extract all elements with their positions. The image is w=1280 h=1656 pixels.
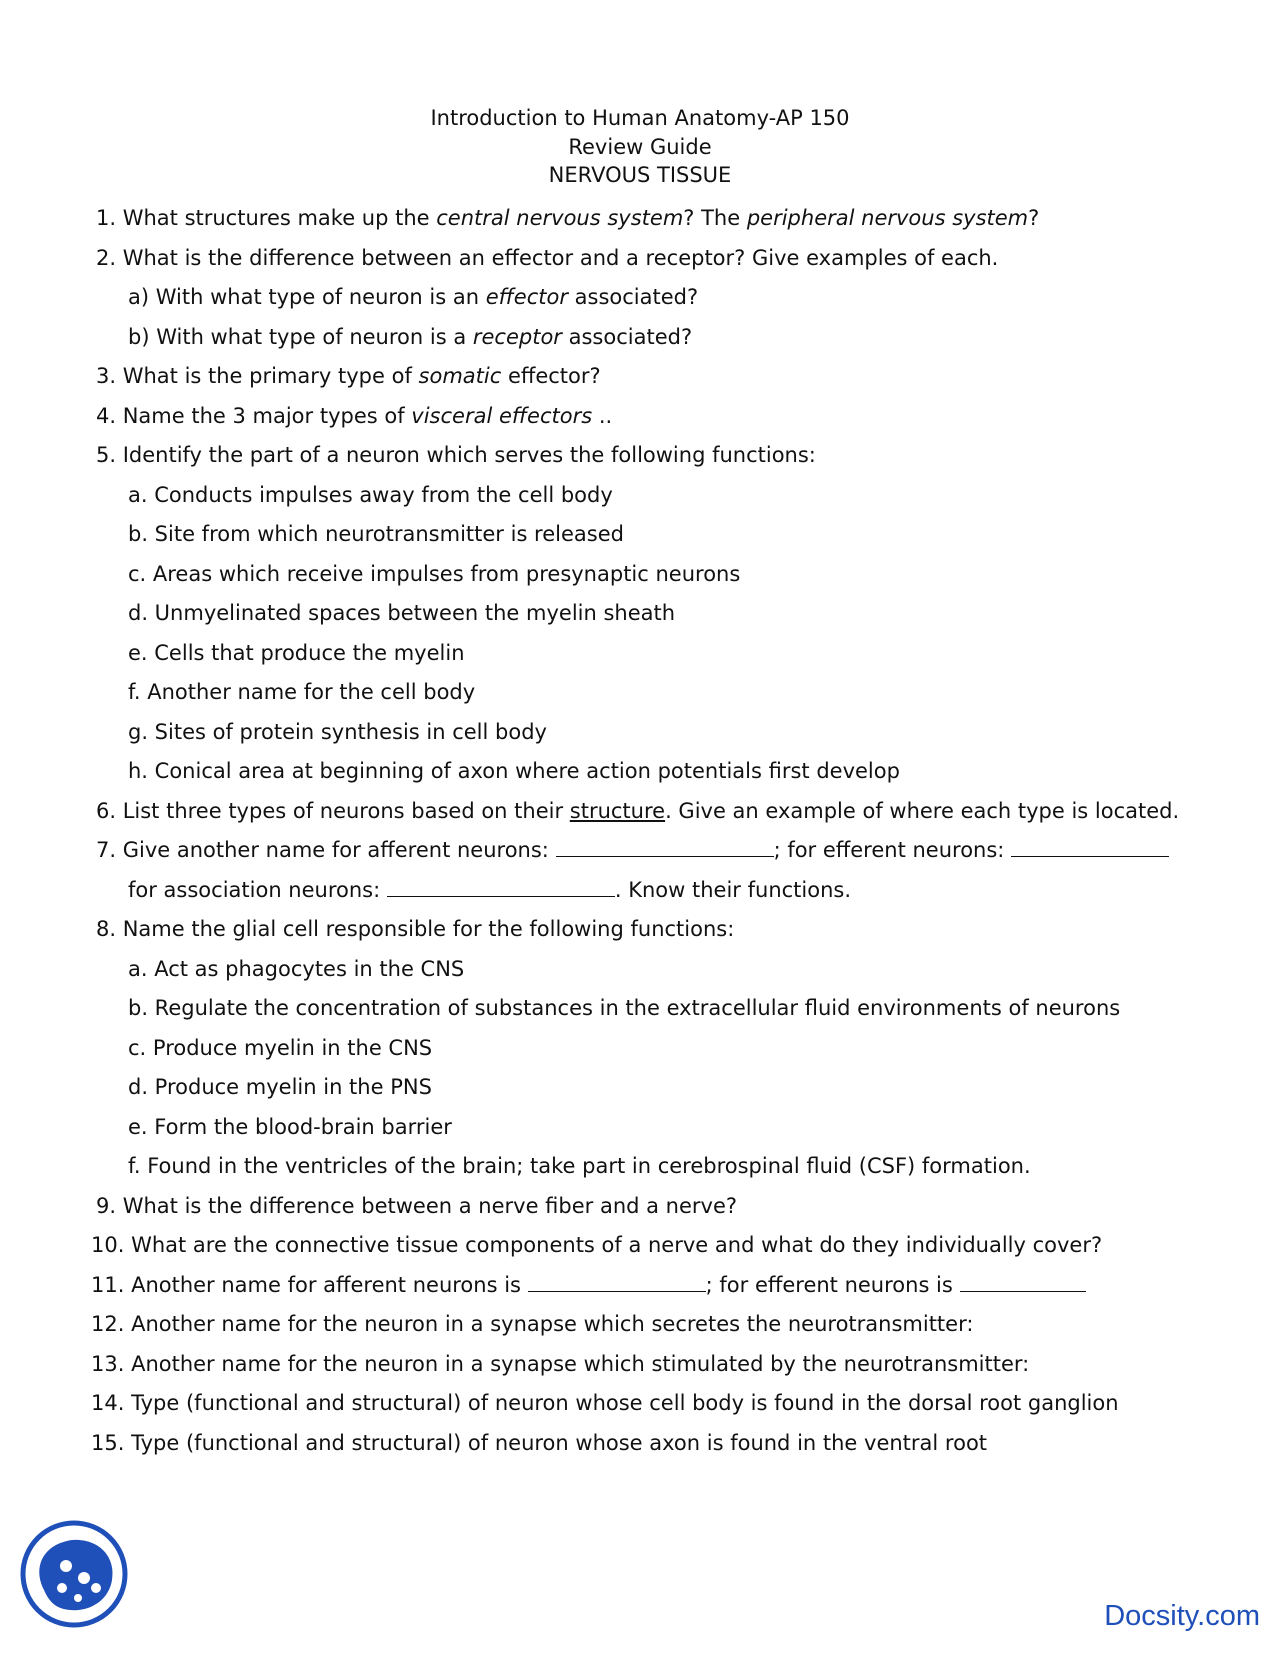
question-11: 11. Another name for afferent neurons is ; for efferent neurons is <box>91 1271 1086 1299</box>
question-15: 15. Type (functional and structural) of neuron whose axon is found in the ventral root <box>91 1431 988 1455</box>
question-8-item: d. Produce myelin in the PNS <box>128 1075 432 1099</box>
document-header <box>0 104 1280 190</box>
question-5-item: e. Cells that produce the myelin <box>128 641 465 665</box>
question-5-item: b. Site from which neurotransmitter is released <box>128 522 624 546</box>
question-8-item: b. Regulate the concentration of substances in the extracellular fluid environments of neurons <box>128 996 1121 1020</box>
question-8-item: c. Produce myelin in the CNS <box>128 1036 433 1060</box>
question-8: 8. Name the glial cell responsible for the following functions: <box>96 917 735 941</box>
answer-blank[interactable] <box>528 1273 706 1292</box>
answer-blank[interactable] <box>556 838 774 857</box>
question-7: 7. Give another name for afferent neurons: ; for efferent neurons: <box>96 836 1169 864</box>
course-title: Introduction to Human Anatomy-AP 150 <box>430 106 850 130</box>
question-8-item: a. Act as phagocytes in the CNS <box>128 957 465 981</box>
question-14: 14. Type (functional and structural) of neuron whose cell body is found in the dorsal root ganglion <box>91 1391 1119 1415</box>
question-5: 5. Identify the part of a neuron which serves the following functions: <box>96 443 816 467</box>
question-8-item: f. Found in the ventricles of the brain; take part in cerebrospinal fluid (CSF) formation. <box>128 1154 1031 1178</box>
question-8-item: e. Form the blood-brain barrier <box>128 1115 452 1139</box>
question-2a: a) With what type of neuron is an effector associated? <box>128 285 699 309</box>
topic-title: NERVOUS TISSUE <box>548 163 732 187</box>
question-13: 13. Another name for the neuron in a synapse which stimulated by the neurotransmitter: <box>91 1352 1030 1376</box>
question-10: 10. What are the connective tissue components of a nerve and what do they individually cover? <box>91 1233 1103 1257</box>
question-5-item: d. Unmyelinated spaces between the myelin sheath <box>128 601 676 625</box>
question-5-item: a. Conducts impulses away from the cell body <box>128 483 613 507</box>
question-5-item: f. Another name for the cell body <box>128 680 476 704</box>
question-4: 4. Name the 3 major types of visceral effectors .. <box>96 404 613 428</box>
question-7-continued: for association neurons: . Know their functions. <box>128 878 852 902</box>
question-5-item: c. Areas which receive impulses from presynaptic neurons <box>128 562 741 586</box>
answer-blank[interactable] <box>387 878 615 897</box>
question-9: 9. What is the difference between a nerve fiber and a nerve? <box>96 1194 738 1218</box>
docsity-watermark[interactable]: Docsity.com <box>1104 1600 1260 1632</box>
question-5-item: g. Sites of protein synthesis in cell body <box>128 720 547 744</box>
question-6: 6. List three types of neurons based on their structure. Give an example of where each type is located. <box>96 799 1180 823</box>
question-12: 12. Another name for the neuron in a synapse which secretes the neurotransmitter: <box>91 1312 974 1336</box>
docsity-logo-icon <box>18 1518 130 1630</box>
question-2: 2. What is the difference between an effector and a receptor? Give examples of each. <box>96 246 999 270</box>
guide-title: Review Guide <box>568 134 712 159</box>
question-5-item: h. Conical area at beginning of axon where action potentials first develop <box>128 759 900 783</box>
question-3: 3. What is the primary type of somatic effector? <box>96 364 601 388</box>
answer-blank[interactable] <box>960 1273 1086 1292</box>
question-2b: b) With what type of neuron is a receptor associated? <box>128 325 693 349</box>
question-1: 1. What structures make up the central nervous system? The peripheral nervous system? <box>96 206 1040 230</box>
answer-blank[interactable] <box>1011 838 1169 857</box>
